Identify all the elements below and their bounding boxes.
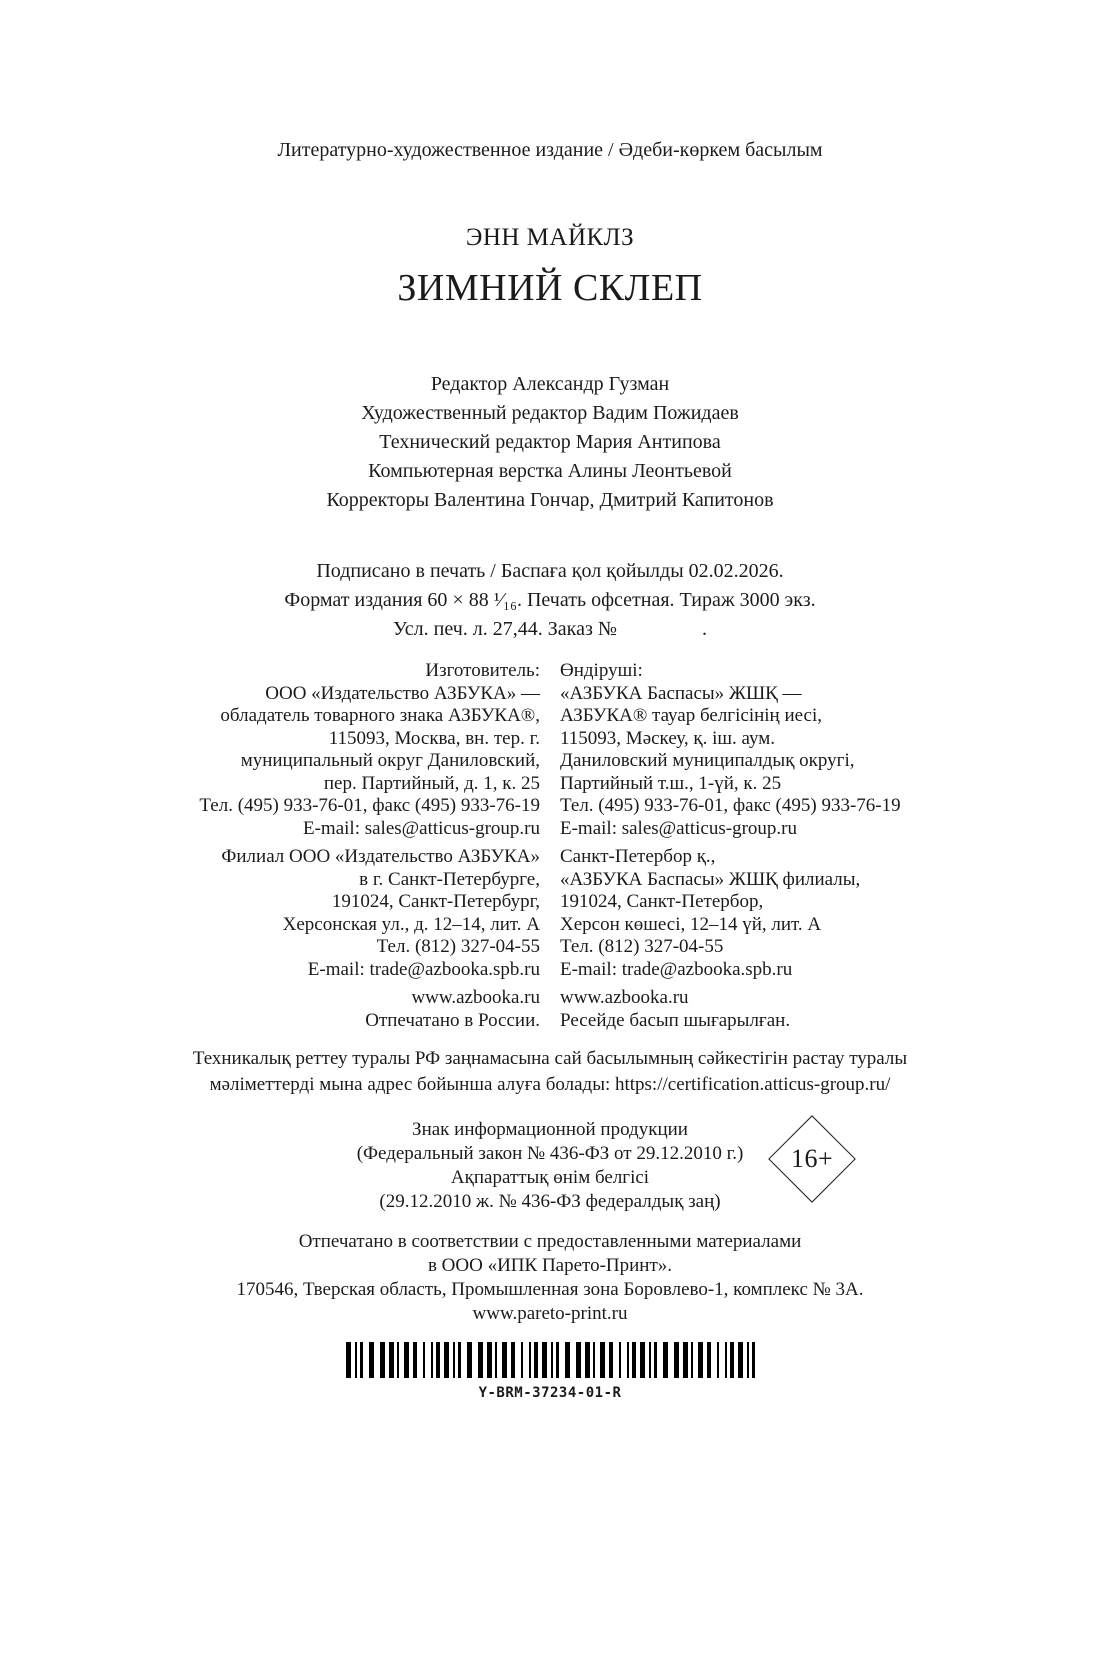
address-line: Тел. (812) 327-04-55 (560, 936, 724, 957)
barcode (346, 1342, 755, 1378)
address-line: 115093, Москва, вн. тер. г. (328, 727, 540, 749)
address-line: E-mail: trade@azbooka.spb.ru (307, 958, 540, 980)
print-info-line: Подписано в печать / Баспаға қол қойылды 02.02.2026. (316, 560, 784, 582)
manufacturer-kazakh (560, 660, 910, 840)
credits-block (0, 370, 1100, 515)
branch-kazakh (560, 846, 910, 981)
printer-line: Отпечатано в соответствии с предоставленными материалами (298, 1231, 802, 1252)
address-line: в г. Санкт-Петербурге, (359, 868, 540, 890)
address-line: ООО «Издательство АЗБУКА» — (265, 682, 540, 704)
printer-line: в ООО «ИПК Парето-Принт». (427, 1255, 673, 1276)
address-line: 191024, Санкт-Петербург, (331, 891, 540, 912)
address-line: Санкт-Петербор қ., (560, 846, 716, 867)
address-line: Филиал ООО «Издательство АЗБУКА» (221, 846, 540, 867)
printed-in-line: Ресейде басып шығарылған. (560, 1009, 791, 1031)
address-line: Изготовитель: (425, 660, 540, 681)
address-line: E-mail: sales@atticus-group.ru (560, 817, 797, 839)
info-sign-block (0, 1118, 1100, 1214)
certification-line: мәліметтерді мына адрес бойынша алуға болады: https://certification.atticus-group.ru/ (209, 1074, 891, 1095)
address-line: Херсонская ул., д. 12–14, лит. А (282, 913, 540, 935)
website-kazakh (560, 987, 910, 1032)
imprint-column-kazakh (560, 660, 910, 1032)
certification-line: Техникалық реттеу туралы РФ заңнамасына сай басылымның сәйкестігін растау туралы (192, 1048, 908, 1069)
certification-note (0, 1046, 1100, 1098)
address-line: Херсон көшесі, 12–14 үй, лит. А (560, 913, 822, 935)
age-rating-label: 16+ (790, 1143, 834, 1173)
address-line: 191024, Санкт-Петербор, (560, 891, 764, 912)
edition-line: Литературно-художественное издание / Әдеби-көркем басылым (277, 139, 823, 161)
manufacturer-russian (190, 660, 540, 840)
address-line: Өндіруші: (560, 660, 643, 681)
address-line: Тел. (495) 933-76-01, факс (495) 933-76-19 (199, 795, 540, 816)
info-sign-line: Знак информационной продукции (412, 1119, 688, 1140)
printer-block (0, 1230, 1100, 1326)
printed-in-line: Отпечатано в России. (365, 1009, 540, 1031)
branch-russian (190, 846, 540, 981)
address-line: пер. Партийный, д. 1, к. 25 (323, 772, 540, 794)
printer-line: www.pareto-print.ru (472, 1303, 628, 1324)
credit-line: Корректоры Валентина Гончар, Дмитрий Капитонов (326, 489, 774, 511)
address-line: Даниловский муниципалдық округі, (560, 750, 855, 771)
address-line: Тел. (495) 933-76-01, факс (495) 933-76-19 (560, 795, 901, 816)
address-line: E-mail: trade@azbooka.spb.ru (560, 958, 793, 980)
address-line: муниципальный округ Даниловский, (240, 750, 540, 771)
print-info-block (0, 557, 1100, 644)
address-line: E-mail: sales@atticus-group.ru (303, 817, 540, 839)
print-info-line: Формат издания 60 × 88 ¹⁄₁₆. Печать офсетная. Тираж 3000 экз. (284, 589, 816, 611)
address-line: обладатель товарного знака АЗБУКА®, (220, 705, 540, 726)
book-title: ЗИМНИЙ СКЛЕП (397, 267, 703, 309)
website-line: www.azbooka.ru (560, 987, 689, 1008)
imprint-columns (0, 660, 1100, 1032)
print-info-line: Усл. печ. л. 27,44. Заказ № . (393, 618, 707, 640)
info-sign-line: Ақпараттық өнім белгісі (450, 1167, 650, 1188)
printer-line: 170546, Тверская область, Промышленная зона Боровлево-1, комплекс № 3А. (236, 1279, 864, 1300)
address-line: АЗБУКА® тауар белгісінің иесі, (560, 705, 822, 726)
imprint-column-russian (190, 660, 540, 1032)
credit-line: Компьютерная верстка Алины Леонтьевой (368, 460, 732, 482)
address-line: Партийный т.ш., 1-үй, к. 25 (560, 772, 782, 794)
website-line: www.azbooka.ru (411, 987, 540, 1008)
credit-line: Художественный редактор Вадим Пожидаев (361, 402, 739, 424)
website-russian (190, 987, 540, 1032)
address-line: Тел. (812) 327-04-55 (376, 936, 540, 957)
address-line: «АЗБУКА Баспасы» ЖШҚ филиалы, (560, 868, 861, 890)
barcode-label: Y-BRM-37234-01-R (478, 1385, 622, 1401)
info-sign-line: (29.12.2010 ж. № 436-ФЗ федералдық заң) (379, 1191, 721, 1212)
credit-line: Редактор Александр Гузман (430, 373, 670, 395)
barcode-section (0, 1342, 1100, 1401)
credit-line: Технический редактор Мария Антипова (379, 431, 721, 453)
address-line: 115093, Мәскеу, қ. іш. аум. (560, 727, 776, 749)
author-name: ЭНН МАЙКЛЗ (465, 224, 635, 251)
address-line: «АЗБУКА Баспасы» ЖШҚ — (560, 682, 802, 704)
info-sign-line: (Федеральный закон № 436-ФЗ от 29.12.2010 г.) (356, 1143, 744, 1164)
